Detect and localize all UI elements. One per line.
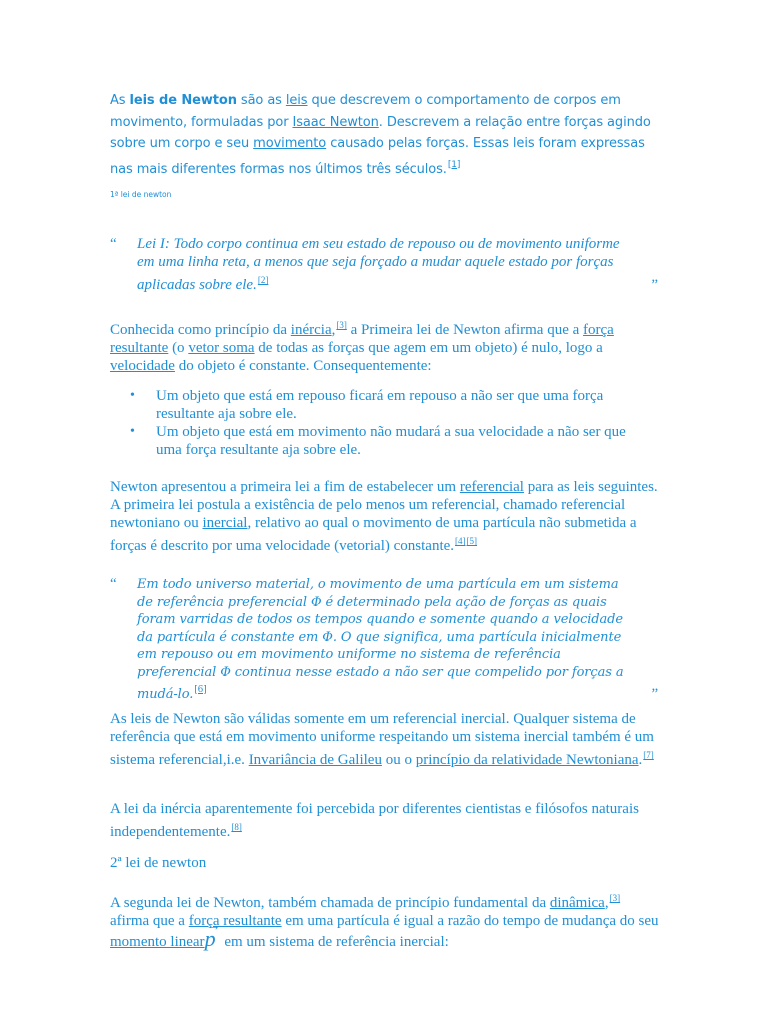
text: Newton apresentou a primeira lei a fim de estabelecer um xyxy=(110,479,460,495)
link-dinamica[interactable]: dinâmica xyxy=(549,895,605,911)
intro-text: As xyxy=(110,93,130,108)
reference-link[interactable]: [1] xyxy=(447,159,461,170)
intro-text: causado pelas forças. Essas leis foram expressas nas mais diferentes formas nos últimos três séculos. xyxy=(110,136,645,177)
close-quote-mark: ” xyxy=(651,685,658,702)
text: , relativo ao qual o movimento de uma partícula não submetida a forças é descrito por uma velocidade (vetorial) constante. xyxy=(110,515,637,554)
quote-body xyxy=(137,235,627,294)
list-item: • Um objeto que está em movimento não mudará a sua velocidade a não ser que uma força resultante aja sobre ele. xyxy=(110,423,650,459)
text: . xyxy=(638,752,643,768)
intro-paragraph xyxy=(110,90,670,180)
text: para as leis seguintes. A primeira lei postula a existência de pelo menos um referencial, chamado referencial newtoniano ou xyxy=(110,479,658,531)
reference-link[interactable]: [2] xyxy=(257,275,269,285)
reference-link[interactable]: [7] xyxy=(643,750,654,760)
block-quote-universe xyxy=(110,576,670,703)
quote-body xyxy=(137,576,627,703)
reference-link[interactable]: [3] xyxy=(336,320,347,330)
intro-text: . Descrevem a relação entre forças agindo sobre um corpo e seu xyxy=(110,114,651,151)
paragraph-inertia xyxy=(110,316,660,375)
reference-link[interactable]: [8] xyxy=(231,822,242,832)
paragraph-second-law xyxy=(110,889,660,951)
text: , xyxy=(331,322,336,338)
quote-text: Lei I: Todo corpo continua em seu estado de repouso ou de movimento uniforme em uma linha reta, a menos que seja forçado a mudar aquele estado por forças aplicadas sobre ele. xyxy=(137,236,620,293)
link-momento-linear[interactable]: momento linear xyxy=(110,934,205,950)
quote-text: Em todo universo material, o movimento de uma partícula em um sistema de referência preferencial Φ é determinado pela ação de forças as quais foram varridas de todos os tempos quando e somente quando a velocidade da partícula é constante em Φ. O que significa, uma partícula inicialmente em repouso ou em movimento uniforme no sistema de referência preferencial Φ continua nesse estado a não ser que compelido por forças a mudá-lo. xyxy=(137,577,624,702)
link-inercia[interactable]: inércia xyxy=(290,322,332,338)
link-forca-resultante[interactable]: força resultante xyxy=(110,322,614,356)
text: do objeto é constante. Consequentemente: xyxy=(174,358,432,374)
momentum-vector-symbol: → p xyxy=(205,930,221,948)
reference-link[interactable]: [6] xyxy=(194,684,207,695)
link-forca-resultante[interactable]: força resultante xyxy=(188,913,282,929)
link-isaac-newton[interactable]: Isaac Newton xyxy=(292,114,379,130)
text: A segunda lei de Newton, também chamada de princípio fundamental da xyxy=(110,895,550,911)
intro-bold-term: leis de Newton xyxy=(129,93,237,108)
text: A lei da inércia aparentemente foi percebida por diferentes cientistas e filósofos naturais independentemente. xyxy=(110,801,639,840)
text: afirma que a xyxy=(110,913,189,929)
text: (o xyxy=(168,340,189,356)
text: a Primeira lei de Newton afirma que a xyxy=(346,322,584,338)
intro-text: são as xyxy=(236,93,286,108)
text: em uma partícula é igual a razão do tempo de mudança do seu xyxy=(281,913,659,929)
text: As leis de Newton são válidas somente em um referencial inercial. Qualquer sistema de referência que está em movimento uniforme respeitando um sistema inercial também é um sistema referencial,i.e. xyxy=(110,711,654,768)
link-invariancia-galileu[interactable]: Invariância de Galileu xyxy=(248,752,382,768)
section-heading-first-law: 1ª lei de newton xyxy=(110,190,172,199)
link-velocidade[interactable]: velocidade xyxy=(110,358,175,374)
open-quote-mark: “ xyxy=(110,576,117,592)
reference-link[interactable]: [4] xyxy=(455,536,466,546)
link-referencial[interactable]: referencial xyxy=(459,479,524,495)
block-quote-law-one xyxy=(110,235,670,294)
paragraph-referencial xyxy=(110,478,660,555)
open-quote-mark: “ xyxy=(110,236,117,252)
text: em um sistema de referência inercial: xyxy=(220,934,449,950)
text: , xyxy=(604,895,609,911)
close-quote-mark: ” xyxy=(651,277,658,293)
intro-text: que descrevem o comportamento de corpos em movimento, formuladas por xyxy=(110,93,621,130)
text: ou o xyxy=(381,752,416,768)
reference-link[interactable]: [5] xyxy=(466,536,478,546)
paragraph-inertia-history xyxy=(110,800,660,841)
text: Conhecida como princípio da xyxy=(110,322,291,338)
section-heading-second-law: 2ª lei de newton xyxy=(110,855,207,871)
paragraph-inertial-frames xyxy=(110,710,660,769)
link-inercial[interactable]: inercial xyxy=(202,515,248,531)
list-item: • Um objeto que está em repouso ficará em repouso a não ser que uma força resultante aja sobre ele. xyxy=(110,387,650,423)
link-movimento[interactable]: movimento xyxy=(253,136,327,151)
link-leis[interactable]: leis xyxy=(285,93,308,108)
reference-link[interactable]: [3] xyxy=(609,893,621,903)
link-vetor-soma[interactable]: vetor soma xyxy=(188,340,255,356)
link-principio-relatividade[interactable]: princípio da relatividade Newtoniana xyxy=(415,752,639,768)
bullet-list xyxy=(110,387,650,459)
text: de todas as forças que agem em um objeto) é nulo, logo a xyxy=(254,340,603,356)
